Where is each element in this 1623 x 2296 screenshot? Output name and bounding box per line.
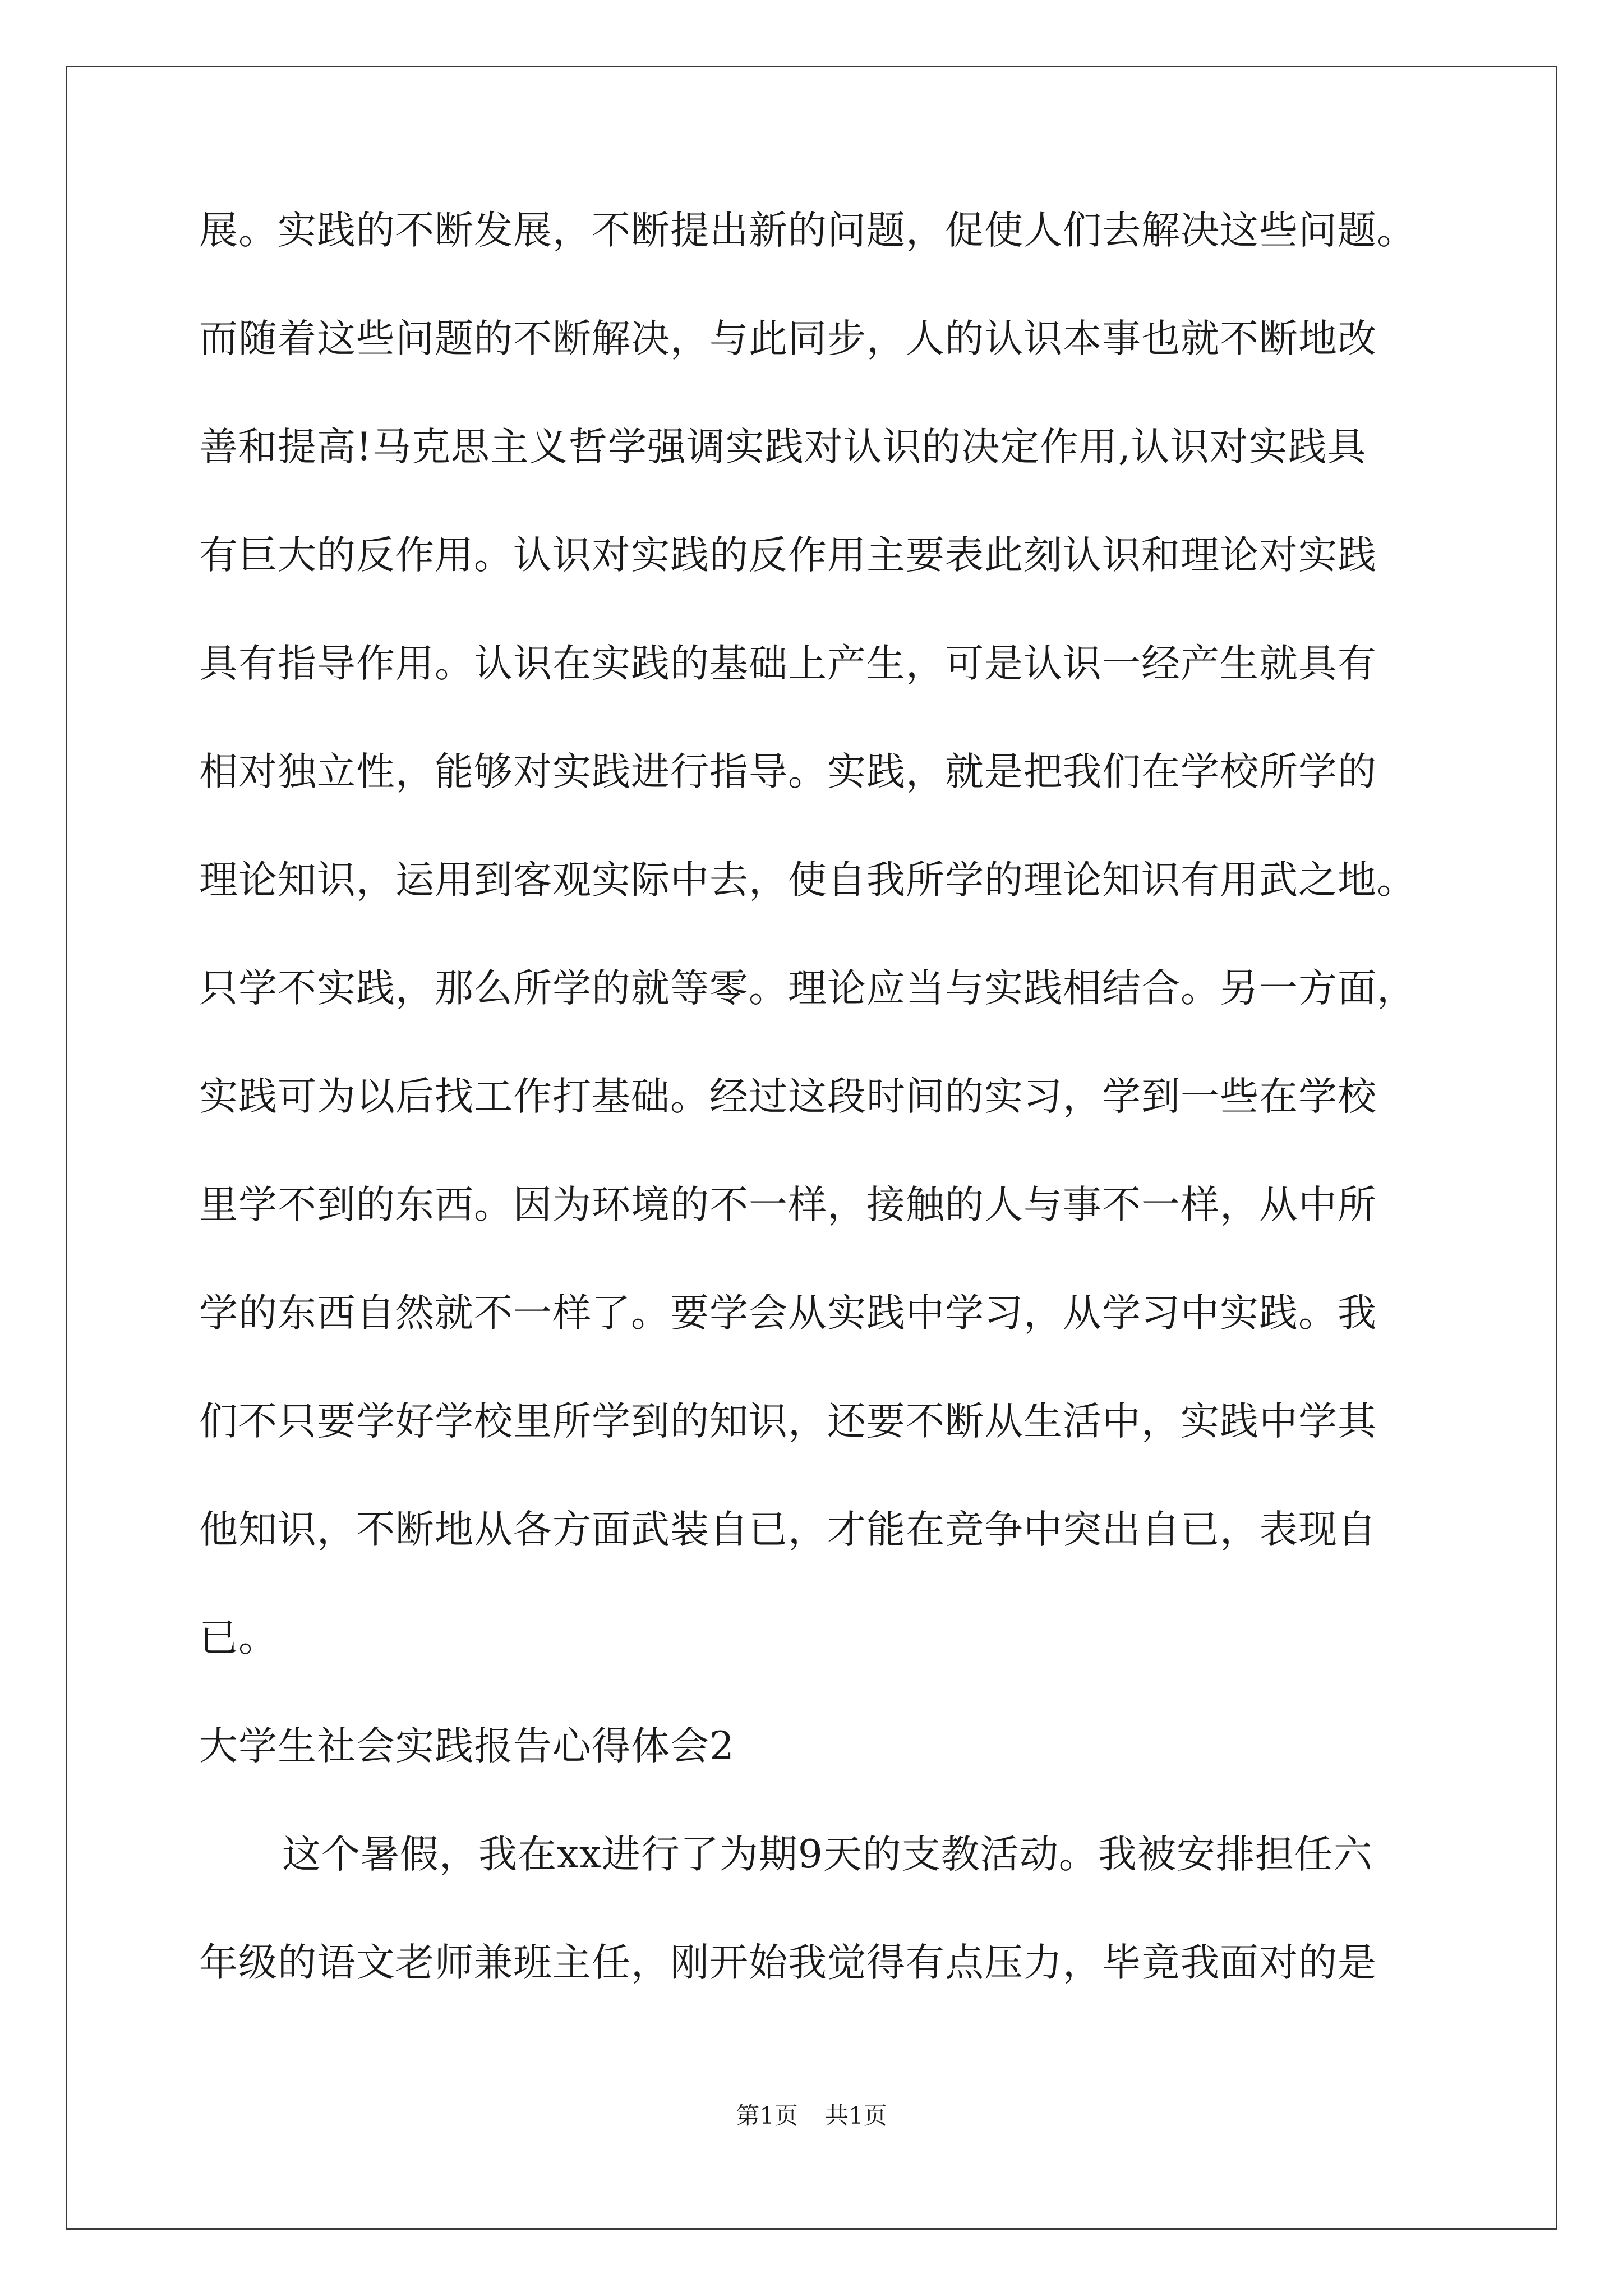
body-line: 他知识，不断地从各方面武装自已，才能在竞争中突出自已，表现自	[199, 1507, 1377, 1552]
body-line: 年级的语文老师兼班主任，刚开始我觉得有点压力，毕竟我面对的是	[199, 1940, 1377, 1985]
body-line: 里学不到的东西。因为环境的不一样，接触的人与事不一样，从中所	[199, 1182, 1377, 1227]
body-line: 理论知识，运用到客观实际中去，使自我所学的理论知识有用武之地。	[199, 858, 1416, 903]
body-line: 而随着这些问题的不断解决，与此同步，人的认识本事也就不断地改	[199, 316, 1377, 361]
body-line: 具有指导作用。认识在实践的基础上产生，可是认识一经产生就具有	[199, 641, 1377, 686]
body-line: 们不只要学好学校里所学到的知识，还要不断从生活中，实践中学其	[199, 1399, 1377, 1444]
body-line: 展。实践的不断发展，不断提出新的问题，促使人们去解决这些问题。	[199, 208, 1416, 253]
body-line: 有巨大的反作用。认识对实践的反作用主要表此刻认识和理论对实践	[199, 533, 1377, 578]
page-footer	[0, 2099, 1623, 2133]
body-line: 相对独立性，能够对实践进行指导。实践，就是把我们在学校所学的	[199, 749, 1377, 794]
body-line: 学的东西自然就不一样了。要学会从实践中学习，从学习中实践。我	[199, 1291, 1377, 1336]
page-total: 共1页	[825, 2102, 887, 2129]
body-line: 这个暑假，我在xx进行了为期9天的支教活动。我被安排担任六	[282, 1832, 1373, 1877]
page-border	[66, 66, 1557, 2230]
body-line: 已。	[199, 1616, 278, 1660]
body-line: 只学不实践，那么所学的就等零。理论应当与实践相结合。另一方面，	[199, 966, 1416, 1011]
page-number: 第1页	[736, 2102, 798, 2129]
body-line: 善和提高!马克思主义哲学强调实践对认识的决定作用,认识对实践具	[199, 425, 1367, 470]
body-line: 实践可为以后找工作打基础。经过这段时间的实习，学到一些在学校	[199, 1074, 1377, 1119]
section-heading: 大学生社会实践报告心得体会2	[199, 1724, 735, 1769]
